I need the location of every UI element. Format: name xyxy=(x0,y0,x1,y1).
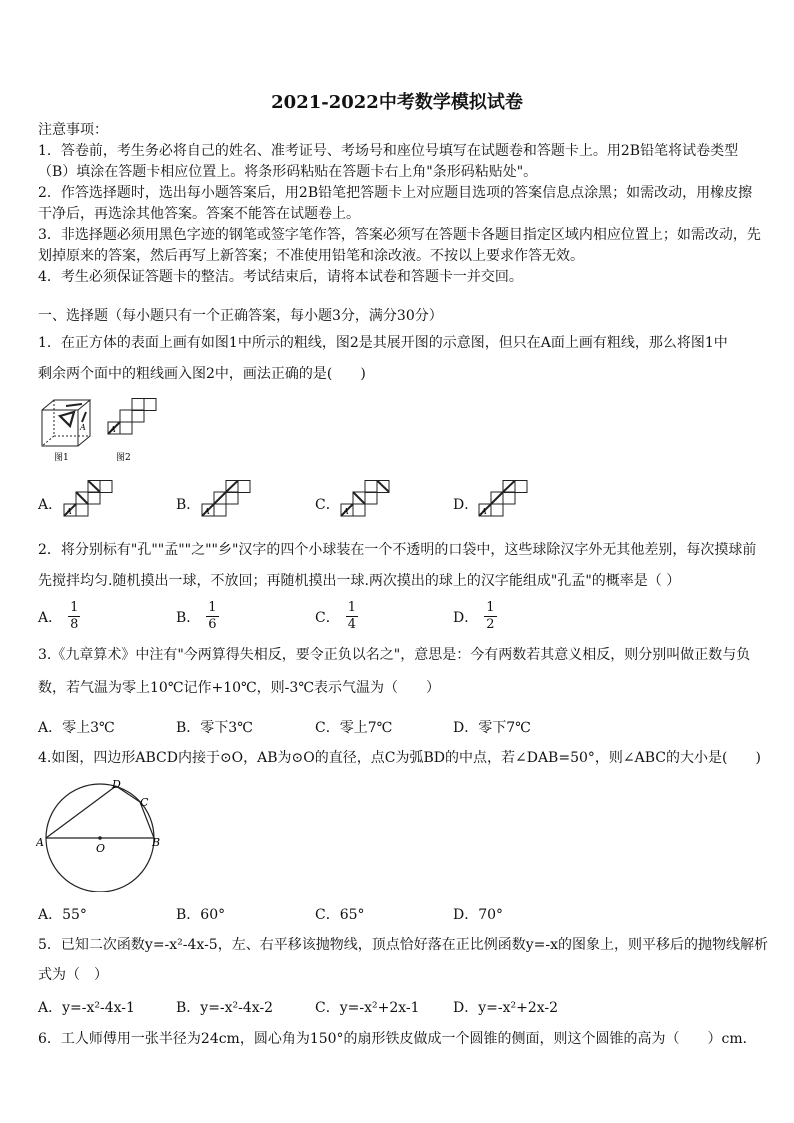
q4-option-d[interactable]: D．70° xyxy=(453,907,504,923)
q5-option-c[interactable]: C．y=-x²+2x-1 xyxy=(315,1000,420,1016)
page-title: 2021-2022中考数学模拟试卷 xyxy=(271,92,523,113)
q1-option-c-net xyxy=(339,480,391,520)
q5-option-a[interactable]: A．y=-x²-4x-1 xyxy=(38,1000,135,1016)
q1-option-d-net xyxy=(477,480,529,520)
option-face-label: A xyxy=(481,507,487,516)
point-o-label: O xyxy=(96,842,106,855)
fraction: $\frac{1}{4}$ xyxy=(347,600,356,632)
q1-figure-2-net xyxy=(104,398,166,462)
option-face-label: A xyxy=(66,507,72,516)
q2-option-d[interactable] xyxy=(453,600,497,633)
question-5-text: 式为（ ） xyxy=(38,967,108,983)
option-label: C． xyxy=(315,609,340,626)
q5-options xyxy=(38,997,760,1021)
option-label: B． xyxy=(176,497,201,513)
q1-option-b-net xyxy=(200,480,252,520)
question-1-text: 1．在正方体的表面上画有如图1中所示的粗线，图2是其展开图的示意图，但只在A面上画有粗线，那么将图1中 xyxy=(38,335,728,351)
q5-option-d[interactable]: D．y=-x²+2x-2 xyxy=(453,1000,559,1016)
option-label: A． xyxy=(38,497,63,513)
q3-option-d[interactable]: D．零下7℃ xyxy=(453,720,531,736)
q1-figure-1-cube xyxy=(38,392,98,462)
q3-options xyxy=(38,717,760,741)
fraction: $\frac{1}{6}$ xyxy=(208,600,217,632)
notice-line: 干净后，再选涂其他答案。答案不能答在试题卷上。 xyxy=(38,206,360,222)
q1-face-label: A xyxy=(80,423,86,432)
question-3-text: 数，若气温为零上10℃记作+10℃，则-3℃表示气温为（ ） xyxy=(38,680,440,696)
fraction: $\frac{1}{2}$ xyxy=(486,600,495,632)
notice-line: 4．考生必须保证答题卡的整洁。考试结束后，请将本试卷和答题卡一并交回。 xyxy=(38,269,523,285)
q1-fig1-label: 图1 xyxy=(54,453,69,462)
option-face-label: A xyxy=(204,507,210,516)
option-label: D． xyxy=(453,497,479,513)
q4-options xyxy=(38,904,760,928)
option-face-label: A xyxy=(343,507,349,516)
option-label: B． xyxy=(176,609,201,626)
q2-option-c[interactable] xyxy=(315,600,358,633)
option-label: C． xyxy=(315,497,340,513)
notice-line: 3．非选择题必须用黑色字迹的钢笔或签字笔作答，答案必须写在答题卡各题目指定区域内相应位置上；如需改动，先 xyxy=(38,227,761,243)
q2-options xyxy=(38,600,760,636)
point-d-label: D xyxy=(112,778,121,791)
point-a-label: A xyxy=(36,836,44,849)
question-5-text: 5．已知二次函数y=-x²-4x-5，左、右平移该抛物线，顶点恰好落在正比例函数y=-x的图象上，则平移后的抛物线解析 xyxy=(38,937,768,953)
q3-option-c[interactable]: C．零上7℃ xyxy=(315,720,393,736)
q5-option-b[interactable]: B．y=-x²-4x-2 xyxy=(176,1000,274,1016)
q1-fig2-label: 图2 xyxy=(116,453,131,462)
notice-line: 1．答卷前，考生务必将自己的姓名、准考证号、考场号和座位号填写在试题卷和答题卡上。用2B铅笔将试卷类型 xyxy=(38,143,739,159)
notice-line: 划掉原来的答案，然后再写上新答案；不准使用铅笔和涂改液。不按以上要求作答无效。 xyxy=(38,248,584,264)
notice-line: 2．作答选择题时，选出每小题答案后，用2B铅笔把答题卡上对应题目选项的答案信息点涂黑；如需改动，用橡皮擦 xyxy=(38,185,753,201)
q4-option-a[interactable]: A．55° xyxy=(38,907,87,923)
fraction: $\frac{1}{8}$ xyxy=(70,600,79,632)
q1-option-a-net xyxy=(62,480,114,520)
option-label: D． xyxy=(453,609,479,626)
point-c-label: C xyxy=(140,796,149,809)
question-2-text: 先搅拌均匀.随机摸出一球，不放回；再随机摸出一球.两次摸出的球上的汉字能组成"孔孟"的概率是（ ） xyxy=(38,573,681,589)
option-label: A． xyxy=(38,609,63,626)
question-6-text: 6．工人师傅用一张半径为24cm，圆心角为150°的扇形铁皮做成一个圆锥的侧面，则这个圆锥的高为（ ）cm． xyxy=(38,1031,757,1047)
point-b-label: B xyxy=(152,836,161,849)
q2-option-a[interactable] xyxy=(38,600,80,633)
q3-option-a[interactable]: A．零上3℃ xyxy=(38,720,115,736)
question-4-text: 4.如图，四边形ABCD内接于⊙O，AB为⊙O的直径，点C为弧BD的中点，若∠DAB=50°，则∠ABC的大小是( ) xyxy=(38,750,761,766)
question-3-text: 3.《九章算术》中注有"今两算得失相反，要令正负以名之"，意思是：今有两数若其意义相反，则分别叫做正数与负 xyxy=(38,647,751,663)
q4-option-c[interactable]: C．65° xyxy=(315,907,365,923)
question-1-text: 剩余两个面中的粗线画入图2中，画法正确的是( ) xyxy=(38,366,366,382)
question-2-text: 2．将分别标有"孔""孟""之""乡"汉字的四个小球装在一个不透明的口袋中，这些球除汉字外无其他差别，每次摸球前 xyxy=(38,542,757,558)
q4-circle-figure xyxy=(36,776,166,892)
q4-option-b[interactable]: B．60° xyxy=(176,907,226,923)
notice-line: （B）填涂在答题卡相应位置上。将条形码粘贴在答题卡右上角"条形码粘贴处"。 xyxy=(38,164,538,180)
q1-net-face-label: A xyxy=(110,425,116,434)
section-heading: 一、选择题（每小题只有一个正确答案，每小题3分，满分30分） xyxy=(38,308,443,324)
notice-heading: 注意事项： xyxy=(38,122,108,138)
q2-option-b[interactable] xyxy=(176,600,219,633)
q3-option-b[interactable]: B．零下3℃ xyxy=(176,720,253,736)
q1-options xyxy=(38,484,760,516)
